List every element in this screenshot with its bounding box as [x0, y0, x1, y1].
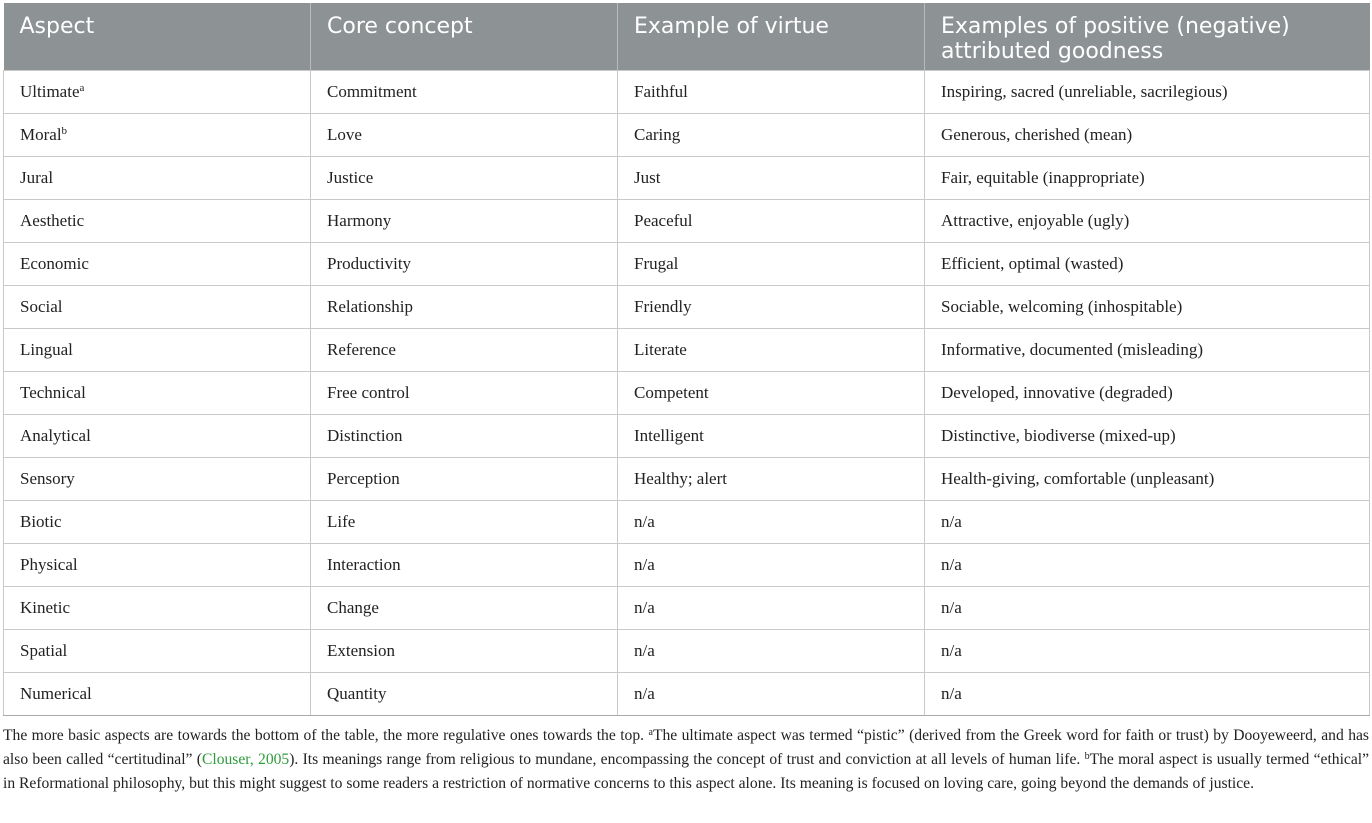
cell-core-concept [311, 630, 618, 673]
cell-attributed-goodness [925, 329, 1370, 372]
table-header [4, 3, 1370, 71]
table-row [4, 544, 1370, 587]
cell-attributed-goodness-text: Efficient, optimal (wasted) [941, 254, 1124, 273]
cell-example-of-virtue [618, 200, 925, 243]
cell-aspect [4, 458, 311, 501]
footnote-a-text-2: ). Its meanings range from religious to mundane, encompassing the concept of trust and conviction at all levels of human life. [289, 751, 1081, 768]
cell-attributed-goodness [925, 157, 1370, 200]
table-row [4, 200, 1370, 243]
citation-link[interactable]: Clouser, 2005 [201, 751, 290, 768]
cell-core-concept [311, 544, 618, 587]
cell-aspect [4, 114, 311, 157]
footnote-marker: b [61, 125, 68, 137]
cell-aspect [4, 286, 311, 329]
cell-example-of-virtue-text: Peaceful [634, 211, 693, 230]
cell-example-of-virtue-text: n/a [634, 555, 655, 574]
header-attributed-goodness: Examples of positive (negative) attributed goodness [925, 3, 1370, 71]
cell-attributed-goodness [925, 501, 1370, 544]
footnote-mark-a: a [648, 727, 653, 738]
cell-aspect-text: Technical [20, 383, 86, 402]
cell-example-of-virtue-text: Faithful [634, 82, 688, 101]
cell-attributed-goodness [925, 114, 1370, 157]
cell-attributed-goodness-text: Generous, cherished (mean) [941, 125, 1133, 144]
cell-aspect [4, 544, 311, 587]
cell-aspect [4, 415, 311, 458]
cell-aspect-text: Kinetic [20, 598, 71, 617]
cell-core-concept-text: Life [327, 512, 356, 531]
cell-attributed-goodness [925, 587, 1370, 630]
cell-attributed-goodness-text: n/a [941, 684, 962, 703]
table-row [4, 587, 1370, 630]
cell-core-concept [311, 458, 618, 501]
footnote-mark-b: b [1084, 751, 1090, 762]
cell-attributed-goodness-text: Sociable, welcoming (inhospitable) [941, 297, 1183, 316]
cell-example-of-virtue-text: Just [634, 168, 661, 187]
table-row [4, 243, 1370, 286]
cell-example-of-virtue-text: Literate [634, 340, 687, 359]
cell-aspect-text: Sensory [20, 469, 75, 488]
cell-aspect-text: Moral [20, 125, 62, 144]
cell-attributed-goodness [925, 544, 1370, 587]
cell-core-concept-text: Commitment [327, 82, 417, 101]
cell-core-concept [311, 200, 618, 243]
cell-attributed-goodness-text: Attractive, enjoyable (ugly) [941, 211, 1130, 230]
header-aspect: Aspect [4, 3, 311, 71]
cell-example-of-virtue [618, 286, 925, 329]
cell-example-of-virtue [618, 415, 925, 458]
cell-aspect-text: Jural [20, 168, 54, 187]
table-row [4, 501, 1370, 544]
cell-aspect [4, 243, 311, 286]
cell-example-of-virtue-text: n/a [634, 598, 655, 617]
cell-aspect-text: Physical [20, 555, 78, 574]
cell-attributed-goodness [925, 415, 1370, 458]
cell-attributed-goodness-text: Developed, innovative (degraded) [941, 383, 1173, 402]
cell-core-concept-text: Distinction [327, 426, 403, 445]
cell-core-concept [311, 71, 618, 114]
cell-core-concept-text: Interaction [327, 555, 401, 574]
cell-core-concept-text: Reference [327, 340, 396, 359]
cell-core-concept [311, 415, 618, 458]
cell-core-concept-text: Extension [327, 641, 395, 660]
cell-example-of-virtue [618, 544, 925, 587]
footnote-a-text-1: The ultimate aspect was termed “pistic” (derived from the Greek word for faith or trust) by Dooyeweerd, and has also been called “certitudinal” ( [3, 727, 1369, 768]
cell-core-concept [311, 501, 618, 544]
cell-core-concept [311, 114, 618, 157]
table-row [4, 458, 1370, 501]
cell-attributed-goodness [925, 372, 1370, 415]
cell-example-of-virtue-text: Friendly [634, 297, 692, 316]
cell-aspect-text: Ultimate [20, 82, 80, 101]
cell-example-of-virtue-text: n/a [634, 684, 655, 703]
cell-core-concept [311, 157, 618, 200]
cell-aspect [4, 587, 311, 630]
cell-aspect [4, 71, 311, 114]
table-body [4, 71, 1370, 716]
table-row [4, 415, 1370, 458]
cell-attributed-goodness-text: Informative, documented (misleading) [941, 340, 1203, 359]
cell-example-of-virtue-text: n/a [634, 641, 655, 660]
cell-attributed-goodness [925, 243, 1370, 286]
table-row [4, 673, 1370, 716]
cell-aspect-text: Biotic [20, 512, 62, 531]
cell-aspect [4, 673, 311, 716]
cell-aspect-text: Social [20, 297, 63, 316]
cell-aspect-text: Lingual [20, 340, 73, 359]
cell-core-concept-text: Perception [327, 469, 400, 488]
cell-aspect [4, 372, 311, 415]
cell-core-concept [311, 286, 618, 329]
cell-example-of-virtue [618, 243, 925, 286]
footnote-marker: a [79, 82, 85, 94]
cell-example-of-virtue-text: Competent [634, 383, 709, 402]
cell-attributed-goodness-text: Health-giving, comfortable (unpleasant) [941, 469, 1215, 488]
cell-example-of-virtue-text: Caring [634, 125, 681, 144]
cell-core-concept-text: Relationship [327, 297, 413, 316]
cell-core-concept-text: Justice [327, 168, 374, 187]
cell-aspect [4, 501, 311, 544]
cell-core-concept-text: Change [327, 598, 379, 617]
cell-aspect [4, 329, 311, 372]
footnote-intro: The more basic aspects are towards the bottom of the table, the more regulative ones towards the top. [3, 727, 645, 744]
cell-core-concept-text: Productivity [327, 254, 412, 273]
table-row [4, 630, 1370, 673]
cell-core-concept [311, 673, 618, 716]
cell-example-of-virtue [618, 501, 925, 544]
cell-aspect-text: Numerical [20, 684, 92, 703]
header-row [4, 3, 1370, 71]
cell-core-concept-text: Free control [327, 383, 410, 402]
cell-attributed-goodness [925, 71, 1370, 114]
table-row [4, 157, 1370, 200]
header-core-concept: Core concept [311, 3, 618, 71]
cell-core-concept [311, 587, 618, 630]
cell-example-of-virtue-text: Frugal [634, 254, 679, 273]
cell-aspect [4, 630, 311, 673]
cell-example-of-virtue [618, 673, 925, 716]
aspects-table-container [3, 3, 1369, 716]
cell-aspect [4, 200, 311, 243]
header-example-of-virtue: Example of virtue [618, 3, 925, 71]
cell-example-of-virtue [618, 157, 925, 200]
cell-core-concept-text: Harmony [327, 211, 392, 230]
cell-aspect-text: Aesthetic [20, 211, 85, 230]
cell-attributed-goodness-text: n/a [941, 598, 962, 617]
cell-example-of-virtue [618, 458, 925, 501]
table-row [4, 372, 1370, 415]
cell-attributed-goodness [925, 630, 1370, 673]
cell-attributed-goodness-text: Inspiring, sacred (unreliable, sacrilegious) [941, 82, 1228, 101]
cell-aspect-text: Spatial [20, 641, 68, 660]
cell-attributed-goodness [925, 673, 1370, 716]
cell-example-of-virtue-text: Intelligent [634, 426, 704, 445]
cell-attributed-goodness [925, 286, 1370, 329]
cell-example-of-virtue [618, 329, 925, 372]
aspects-table [3, 3, 1370, 716]
table-row [4, 286, 1370, 329]
cell-aspect-text: Analytical [20, 426, 91, 445]
cell-attributed-goodness-text: n/a [941, 555, 962, 574]
cell-aspect [4, 157, 311, 200]
cell-attributed-goodness-text: Fair, equitable (inappropriate) [941, 168, 1145, 187]
cell-example-of-virtue [618, 630, 925, 673]
table-row [4, 71, 1370, 114]
cell-example-of-virtue [618, 372, 925, 415]
cell-example-of-virtue-text: Healthy; alert [634, 469, 727, 488]
table-row [4, 114, 1370, 157]
cell-attributed-goodness [925, 200, 1370, 243]
cell-attributed-goodness-text: n/a [941, 641, 962, 660]
cell-core-concept [311, 329, 618, 372]
cell-attributed-goodness-text: Distinctive, biodiverse (mixed-up) [941, 426, 1176, 445]
cell-attributed-goodness [925, 458, 1370, 501]
cell-core-concept-text: Love [327, 125, 362, 144]
cell-core-concept [311, 372, 618, 415]
table-row [4, 329, 1370, 372]
cell-attributed-goodness-text: n/a [941, 512, 962, 531]
cell-example-of-virtue [618, 587, 925, 630]
cell-example-of-virtue [618, 71, 925, 114]
cell-aspect-text: Economic [20, 254, 89, 273]
table-footnote [3, 724, 1369, 796]
cell-example-of-virtue-text: n/a [634, 512, 655, 531]
cell-example-of-virtue [618, 114, 925, 157]
footnote-b-text: The moral aspect is usually termed “ethical” in Reformational philosophy, but this might suggest to some readers a restriction of normative concerns to this aspect alone. Its meaning is focused on loving care, going beyond the demands of justice. [3, 751, 1370, 792]
cell-core-concept-text: Quantity [327, 684, 387, 703]
cell-core-concept [311, 243, 618, 286]
